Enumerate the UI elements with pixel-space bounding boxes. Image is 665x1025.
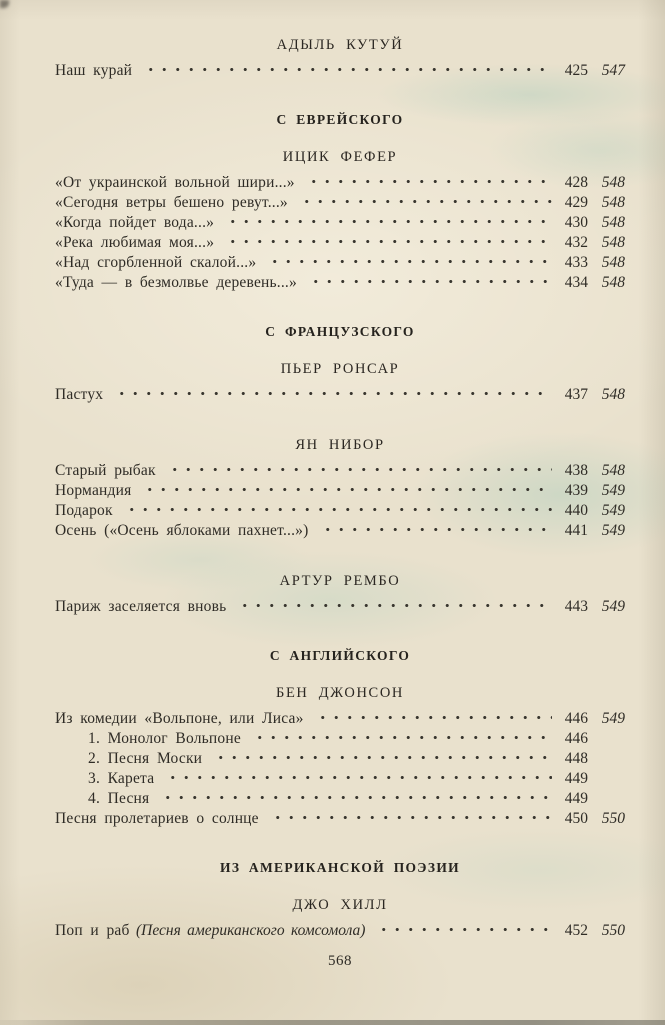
toc-entry [55, 709, 625, 729]
dot-leader [250, 734, 552, 749]
dot-leader [297, 198, 552, 213]
entry-title: «Когда пойдет вода...» [55, 214, 215, 231]
page-number-main: 432 [564, 234, 588, 251]
dot-leader [265, 258, 552, 273]
dot-leader [112, 390, 552, 405]
dot-leader [318, 526, 553, 541]
page-number-main: 425 [564, 62, 588, 79]
entry-title: «От украинской вольной шири...» [55, 174, 295, 191]
page-number-alt: 549 [601, 710, 625, 727]
section-heading: С ЕВРЕЙСКОГО [276, 112, 404, 127]
page-number-main: 446 [564, 730, 588, 747]
dot-leader [306, 278, 552, 293]
toc-entry [55, 173, 625, 193]
page-number-main: 443 [564, 598, 588, 615]
author-heading: ДЖО ХИЛЛ [292, 897, 388, 913]
entry-title: «Туда — в безмолвье деревень...» [55, 274, 297, 291]
page-number-alt: 548 [601, 462, 625, 479]
scan-corner-mark [0, 0, 9, 8]
section-heading: С АНГЛИЙСКОГО [269, 648, 411, 663]
page-number-main: 450 [564, 810, 588, 827]
page-number-main: 441 [564, 522, 588, 539]
page-number-alt: 549 [601, 598, 625, 615]
page-number-main: 437 [564, 386, 588, 403]
entry-title: 1. Монолог Вольпоне [88, 730, 241, 747]
footer-page-number: 568 [328, 953, 352, 969]
author-heading: ЯН НИБОР [295, 437, 385, 453]
author-heading: БЕН ДЖОНСОН [276, 685, 404, 701]
scan-bottom-edge [0, 1020, 665, 1025]
toc-entry [55, 461, 625, 481]
entry-title: Париж заселяется вновь [55, 598, 227, 615]
entry-title-italic: (Песня американского комсомола) [129, 922, 366, 939]
dot-leader [165, 466, 552, 481]
entry-title: Старый рыбак [55, 462, 156, 479]
toc-entry [55, 597, 625, 617]
toc-subentry [55, 729, 625, 749]
page-number-alt: 548 [601, 174, 625, 191]
page-number-alt: 548 [601, 274, 625, 291]
entry-title: 2. Песня Моски [88, 750, 203, 767]
toc-entry [55, 273, 625, 293]
dot-leader [141, 66, 552, 81]
toc-entry [55, 481, 625, 501]
toc-entry [55, 521, 625, 541]
entries-group [55, 61, 625, 81]
page-number-main: 448 [564, 750, 588, 767]
dot-leader [211, 754, 552, 769]
author-heading: АДЫЛЬ КУТУЙ [276, 37, 404, 53]
toc-subentry [55, 769, 625, 789]
page-number-alt: 549 [601, 502, 625, 519]
page-number-alt: 548 [601, 194, 625, 211]
page-number-main: 439 [564, 482, 588, 499]
section-heading: ИЗ АМЕРИКАНСКОЙ ПОЭЗИИ [220, 860, 460, 875]
entry-title: 4. Песня [88, 790, 150, 807]
entries-group [55, 709, 625, 829]
page-number-main: 434 [564, 274, 588, 291]
author-heading: ПЬЕР РОНСАР [280, 361, 400, 377]
page-number-main: 449 [564, 790, 588, 807]
dot-leader [268, 814, 552, 829]
author-heading: АРТУР РЕМБО [279, 573, 401, 589]
dot-leader [122, 506, 552, 521]
dot-leader [140, 486, 552, 501]
page-number-main: 428 [564, 174, 588, 191]
page-number-alt: 548 [601, 254, 625, 271]
page-number-alt: 548 [601, 214, 625, 231]
page-number-alt: 547 [601, 62, 625, 79]
page-number-main: 429 [564, 194, 588, 211]
toc-subentry [55, 749, 625, 769]
entries-group [55, 173, 625, 293]
entry-title: Наш курай [55, 62, 133, 79]
dot-leader [163, 774, 552, 789]
toc-entry [55, 213, 625, 233]
entries-group [55, 385, 625, 405]
toc-subentry [55, 789, 625, 809]
page-number-main: 446 [564, 710, 588, 727]
toc-entry [55, 61, 625, 81]
table-of-contents [55, 0, 625, 970]
entry-title: 3. Карета [88, 770, 155, 787]
entry-title: Песня пролетариев о солнце [55, 810, 259, 827]
page-number-alt: 549 [601, 522, 625, 539]
toc-entry [55, 501, 625, 521]
toc-entry [55, 253, 625, 273]
toc-entry [55, 233, 625, 253]
page-number-main: 430 [564, 214, 588, 231]
dot-leader [223, 238, 552, 253]
entry-title: «Сегодня ветры бешено ревут...» [55, 194, 288, 211]
entry-title: Пастух [55, 386, 104, 403]
page-number-alt: 549 [601, 482, 625, 499]
entry-title: Подарок [55, 502, 113, 519]
page-number-main: 449 [564, 770, 588, 787]
entry-title: «Река любимая моя...» [55, 234, 215, 251]
dot-leader [313, 714, 552, 729]
dot-leader [304, 178, 552, 193]
dot-leader [374, 926, 552, 941]
page-number-alt: 548 [601, 234, 625, 251]
entry-title: Нормандия [55, 482, 132, 499]
page-number-alt: 550 [601, 810, 625, 827]
author-heading: ИЦИК ФЕФЕР [282, 149, 398, 165]
page-number-main: 433 [564, 254, 588, 271]
toc-entry [55, 193, 625, 213]
entry-title: Поп и раб [55, 922, 130, 939]
entries-group [55, 461, 625, 541]
toc-entry [55, 385, 625, 405]
page-number-main: 438 [564, 462, 588, 479]
page-number-alt: 548 [601, 386, 625, 403]
entries-group [55, 921, 625, 941]
entries-group [55, 597, 625, 617]
toc-entry [55, 809, 625, 829]
entry-title: Осень («Осень яблоками пахнет...») [55, 522, 309, 539]
dot-leader [235, 602, 552, 617]
section-heading: С ФРАНЦУЗСКОГО [265, 324, 415, 339]
entry-title: Из комедии «Вольпоне, или Лиса» [55, 710, 304, 727]
page-number-main: 440 [564, 502, 588, 519]
toc-entry [55, 921, 625, 941]
dot-leader [158, 794, 552, 809]
entry-title: «Над сгорбленной скалой...» [55, 254, 257, 271]
page-number-main: 452 [564, 922, 588, 939]
page-number-alt: 550 [601, 922, 625, 939]
dot-leader [223, 218, 552, 233]
